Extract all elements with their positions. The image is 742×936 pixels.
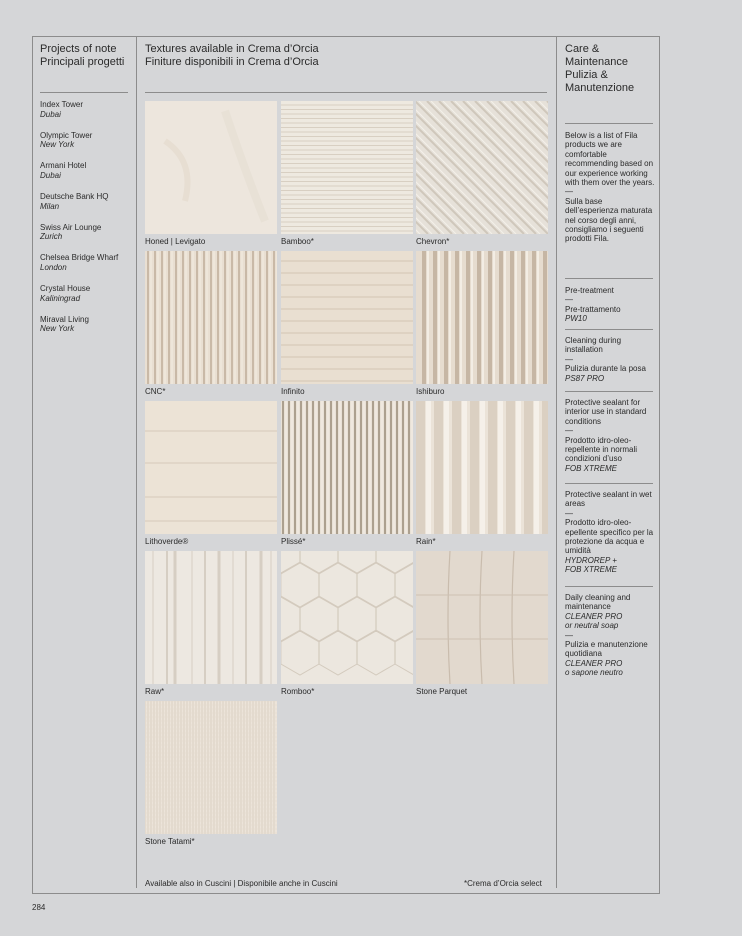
projects-heading-it: Principali progetti — [40, 56, 125, 68]
product-name: FOB XTREME — [565, 565, 618, 575]
care-heading — [565, 43, 655, 95]
texture-tile-rain — [416, 401, 548, 546]
project-city: Dubai — [40, 109, 61, 119]
texture-tile-tatami — [145, 701, 277, 846]
column-divider-left — [136, 36, 137, 888]
texture-tile-honed — [145, 101, 277, 246]
project-city: New York — [40, 324, 75, 334]
care-item-en: Daily cleaning and maintenance — [565, 593, 631, 612]
care-heading-line: Manutenzione — [565, 82, 635, 94]
project-item — [40, 192, 135, 211]
care-item-en: Pre-treatment — [565, 286, 614, 295]
care-item-it: Pulizia durante la posa — [565, 364, 646, 374]
product-name: o sapone neutro — [565, 668, 623, 678]
texture-swatch — [145, 251, 277, 384]
texture-label: Stone Tatami* — [145, 837, 195, 846]
separator-dash: — — [565, 187, 573, 197]
texture-label: Infinito — [281, 387, 305, 396]
care-intro-en: Below is a list of Fila products we are comfortable recommending based on our experience working with them over the years. — [565, 131, 655, 188]
project-item — [40, 131, 135, 150]
project-item — [40, 100, 135, 119]
project-city: New York — [40, 140, 75, 150]
column-divider-right — [556, 36, 557, 888]
texture-label: Ishiburo — [416, 387, 445, 396]
separator-dash: — — [565, 426, 573, 436]
project-city: London — [40, 263, 67, 273]
care-item-it: Prodotto idro-oleo-repellente in normali condizioni d’uso — [565, 435, 638, 464]
project-name: Crystal House — [40, 284, 91, 294]
texture-label: Bamboo* — [281, 237, 314, 246]
texture-swatch — [145, 101, 277, 234]
texture-swatch — [281, 251, 413, 384]
texture-label: Stone Parquet — [416, 687, 468, 696]
care-intro-it: Sulla base dell’esperienza maturata nel corso degli anni, consigliamo i seguenti prodotti Fila. — [565, 196, 653, 244]
project-city: Milan — [40, 201, 60, 211]
project-name: Index Tower — [40, 100, 83, 109]
textures-heading-it: Finiture disponibili in Crema d’Orcia — [145, 56, 319, 68]
texture-label: Plissé* — [281, 537, 306, 546]
texture-tile-chevron — [416, 101, 548, 246]
project-city: Dubai — [40, 170, 61, 180]
texture-swatch — [416, 551, 548, 684]
care-item-en: Protective sealant in wet areas — [565, 490, 652, 509]
textures-rule — [145, 92, 547, 93]
textures-heading — [145, 43, 319, 69]
project-item — [40, 161, 135, 180]
care-item-it: Pulizia e manutenzione quotidiana — [565, 640, 648, 659]
project-name: Olympic Tower — [40, 130, 93, 140]
texture-label: Rain* — [416, 537, 436, 546]
product-name: FOB XTREME — [565, 463, 618, 473]
texture-label: CNC* — [145, 387, 166, 396]
care-heading-line: Maintenance — [565, 56, 628, 68]
texture-swatch — [281, 101, 413, 234]
projects-list — [40, 100, 135, 346]
care-item-it: Pre-trattamento — [565, 304, 621, 314]
texture-tile-romboo — [281, 551, 413, 696]
project-name: Miraval Living — [40, 314, 89, 324]
texture-swatch — [145, 701, 277, 834]
product-name: CLEANER PRO — [565, 658, 623, 668]
texture-tile-raw — [145, 551, 277, 696]
texture-swatch — [145, 401, 277, 534]
project-name: Swiss Air Lounge — [40, 222, 102, 232]
texture-tile-plisse — [281, 401, 413, 546]
texture-tile-ishiburo — [416, 251, 548, 396]
product-name: CLEANER PRO — [565, 611, 623, 621]
product-name: PW10 — [565, 314, 587, 324]
product-name: HYDROREP + — [565, 555, 617, 565]
texture-swatch — [281, 401, 413, 534]
care-item — [565, 336, 657, 383]
texture-label: Honed | Levigato — [145, 237, 206, 246]
texture-tile-lithoverde — [145, 401, 277, 546]
separator-dash: — — [565, 354, 573, 364]
project-item — [40, 284, 135, 303]
separator-dash: — — [565, 508, 573, 518]
separator-dash: — — [565, 630, 573, 640]
care-heading-line: Care & — [565, 43, 600, 55]
care-item-it: Prodotto idro-oleo-epellente specifico per la protezione da acqua e umidità — [565, 518, 654, 556]
footer-select-note: *Crema d’Orcia select — [464, 879, 542, 888]
care-item — [565, 490, 657, 575]
texture-swatch — [281, 551, 413, 684]
texture-swatch — [416, 401, 548, 534]
projects-heading-en: Projects of note — [40, 43, 117, 55]
textures-heading-en: Textures available in Crema d’Orcia — [145, 43, 319, 55]
project-item — [40, 315, 135, 334]
project-item — [40, 223, 135, 242]
care-rule — [565, 391, 653, 392]
care-item — [565, 286, 657, 324]
care-rule — [565, 329, 653, 330]
texture-tile-infinito — [281, 251, 413, 396]
projects-rule — [40, 92, 128, 93]
care-rule — [565, 586, 653, 587]
care-item-en: Protective sealant for interior use in standard conditions — [565, 398, 647, 426]
texture-label: Romboo* — [281, 687, 315, 696]
care-intro — [565, 131, 657, 244]
projects-heading — [40, 43, 124, 69]
texture-swatch — [416, 101, 548, 234]
texture-tile-cnc — [145, 251, 277, 396]
project-item — [40, 253, 135, 272]
texture-label: Raw* — [145, 687, 165, 696]
care-heading-line: Pulizia & — [565, 69, 608, 81]
care-rule — [565, 483, 653, 484]
care-item — [565, 398, 657, 473]
care-rule — [565, 123, 653, 124]
project-city: Kaliningrad — [40, 293, 81, 303]
project-name: Chelsea Bridge Wharf — [40, 253, 119, 263]
separator-dash: — — [565, 295, 573, 305]
texture-swatch — [416, 251, 548, 384]
texture-label: Chevron* — [416, 237, 450, 246]
product-name: PS87 PRO — [565, 373, 605, 383]
texture-tile-parquet — [416, 551, 548, 696]
care-item — [565, 593, 657, 678]
footer-available: Available also in Cuscini | Disponibile anche in Cuscini — [145, 879, 338, 888]
project-name: Armani Hotel — [40, 161, 87, 171]
product-name: or neutral soap — [565, 621, 619, 631]
project-name: Deutsche Bank HQ — [40, 192, 109, 202]
texture-tile-bamboo — [281, 101, 413, 246]
care-item-en: Cleaning during installation — [565, 336, 622, 355]
project-city: Zurich — [40, 232, 63, 242]
page-number: 284 — [32, 903, 46, 912]
care-rule — [565, 278, 653, 279]
texture-label: Lithoverde® — [145, 537, 189, 546]
texture-swatch — [145, 551, 277, 684]
